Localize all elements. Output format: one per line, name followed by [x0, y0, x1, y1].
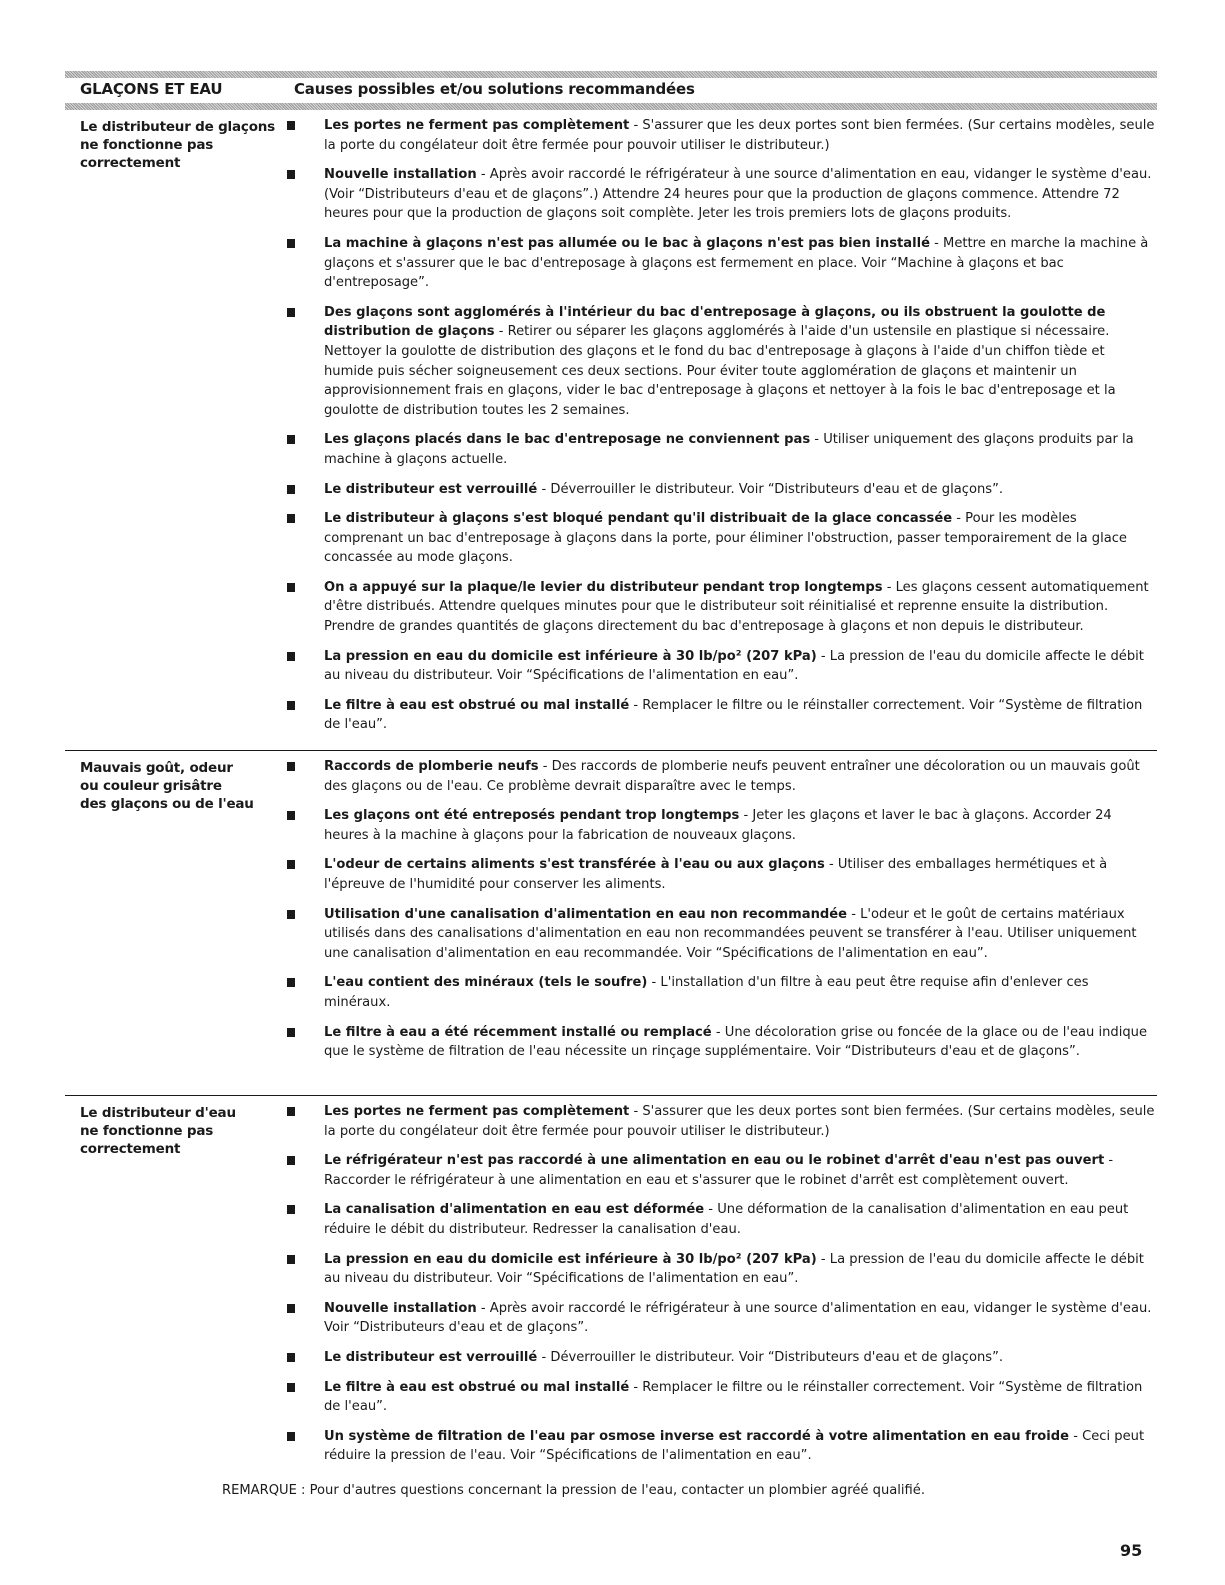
cause-solution: - Après avoir raccordé le réfrigérateur à une source d'alimentation en eau, vidanger le système d'eau. Voir “Distributeurs d'eau et de glaçons”. — [324, 1300, 1152, 1336]
cause-item — [287, 509, 1157, 568]
cause-item — [287, 757, 1157, 796]
square-bullet-icon — [287, 435, 295, 444]
symptom-line: Mauvais goût, odeur — [80, 760, 233, 776]
symptom-line: Le distributeur d'eau — [80, 1105, 236, 1121]
symptom-title — [80, 118, 275, 172]
cause-list — [287, 1102, 1157, 1476]
square-bullet-icon — [287, 1205, 295, 1214]
cause-solution: - Remplacer le filtre ou le réinstaller correctement. Voir “Système de filtration de l'eau”. — [324, 697, 1143, 733]
cause-solution: - La pression de l'eau du domicile affecte le débit au niveau du distributeur. Voir “Spécifications de l'alimentation en eau”. — [324, 1251, 1144, 1287]
cause-title: Le filtre à eau est obstrué ou mal installé — [324, 697, 630, 713]
header-symptom-column: GLAÇONS ET EAU — [80, 80, 223, 98]
cause-item — [287, 905, 1157, 964]
cause-solution: - S'assurer que les deux portes sont bien fermées. (Sur certains modèles, seule la porte du congélateur doit être fermée pour pouvoir utiliser le distributeur.) — [324, 118, 1155, 153]
square-bullet-icon — [287, 1255, 295, 1264]
cause-item — [287, 234, 1157, 293]
cause-title: Raccords de plomberie neufs — [324, 759, 539, 774]
cause-solution: - Une décoloration grise ou foncée de la glace ou de l'eau indique que le système de filtration de l'eau nécessite un rinçage supplémentaire. Voir “Distributeurs d'eau et de glaçons”. — [324, 1024, 1148, 1060]
cause-solution: - L'installation d'un filtre à eau peut être requise afin d'enlever ces minéraux. — [324, 975, 1089, 1010]
cause-solution: - Jeter les glaçons et laver le bac à glaçons. Accorder 24 heures à la machine à glaçons pour la fabrication de nouveaux glaçons. — [324, 808, 1112, 843]
square-bullet-icon — [287, 485, 295, 494]
square-bullet-icon — [287, 583, 295, 592]
cause-title: Utilisation d'une canalisation d'alimentation en eau non recommandée — [324, 906, 848, 922]
header-rule-top — [65, 71, 1157, 78]
square-bullet-icon — [287, 239, 295, 248]
cause-item — [287, 1151, 1157, 1190]
cause-item — [287, 1250, 1157, 1289]
cause-title: Le distributeur est verrouillé — [324, 1349, 538, 1365]
square-bullet-icon — [287, 1383, 295, 1392]
square-bullet-icon — [287, 1353, 295, 1362]
cause-item — [287, 116, 1157, 155]
cause-item — [287, 480, 1157, 500]
square-bullet-icon — [287, 121, 295, 130]
square-bullet-icon — [287, 1107, 295, 1116]
cause-title: Un système de filtration de l'eau par osmose inverse est raccordé à votre alimentation en eau froide — [324, 1428, 1070, 1444]
cause-solution: - Les glaçons cessent automatiquement d'être distribués. Attendre quelques minutes pour que le distributeur soit réinitialisé et reprenne ensuite la distribution. Prendre de grandes quantités de glaçons directement du bac d'entreposage à glaçons et non depuis le distributeur. — [324, 579, 1149, 635]
cause-title: L'odeur de certains aliments s'est transférée à l'eau ou aux glaçons — [324, 857, 825, 873]
cause-solution: - Retirer ou séparer les glaçons agglomérés à l'aide d'un ustensile en plastique si nécessaire. Nettoyer la goulotte de distribution des glaçons et le fond du bac d'entreposage à glaçons à l'aide d'un chiffon tiède et humide puis sécher soigneusement ces deux sections. Pour éviter toute agglomération de glaçons et maintenir un approvisionnement frais en glaçons, vider le bac d'entreposage à glaçons et nettoyer à la fois le bac d'entreposage et la goulotte de distribution toutes les 2 semaines. — [324, 324, 1116, 418]
symptom-title — [80, 759, 275, 813]
cause-item — [287, 1427, 1157, 1466]
symptom-line: ne fonctionne pas — [80, 1123, 214, 1139]
symptom-line: correctement — [80, 1141, 181, 1157]
cause-title: Le réfrigérateur n'est pas raccordé à une alimentation en eau ou le robinet d'arrêt d'eau n'est pas ouvert — [324, 1153, 1105, 1169]
header-rule-bottom — [65, 103, 1157, 110]
cause-solution: - Utiliser des emballages hermétiques et à l'épreuve de l'humidité pour conserver les aliments. — [324, 857, 1108, 892]
cause-title: Les portes ne ferment pas complètement — [324, 1104, 630, 1119]
cause-title: La pression en eau du domicile est inférieure à 30 lb/po² (207 kPa) — [324, 648, 817, 664]
square-bullet-icon — [287, 308, 295, 317]
cause-solution: - Une déformation de la canalisation d'alimentation en eau peut réduire le débit du distributeur. Redresser la canalisation d'eau. — [324, 1202, 1129, 1237]
square-bullet-icon — [287, 1028, 295, 1037]
cause-title: L'eau contient des minéraux (tels le soufre) — [324, 975, 648, 991]
symptom-line: Le distributeur de glaçons — [80, 119, 276, 135]
cause-title: Le filtre à eau est obstrué ou mal installé — [324, 1379, 630, 1395]
cause-item — [287, 1348, 1157, 1368]
cause-solution: - La pression de l'eau du domicile affecte le débit au niveau du distributeur. Voir “Spécifications de l'alimentation en eau”. — [324, 648, 1144, 684]
note-text: REMARQUE : Pour d'autres questions concernant la pression de l'eau, contacter un plombier agréé qualifié. — [222, 1483, 926, 1498]
cause-title: La pression en eau du domicile est inférieure à 30 lb/po² (207 kPa) — [324, 1251, 817, 1267]
symptom-title — [80, 1104, 275, 1158]
cause-title: Des glaçons sont agglomérés à l'intérieur du bac d'entreposage à glaçons, ou ils obstruent la goulotte de distribution de glaçons — [324, 304, 1106, 340]
cause-list — [287, 757, 1157, 1072]
cause-solution: - Déverrouiller le distributeur. Voir “Distributeurs d'eau et de glaçons”. — [537, 1349, 1004, 1365]
cause-list — [287, 116, 1157, 745]
cause-item — [287, 855, 1157, 894]
cause-solution: - L'odeur et le goût de certains matériaux utilisés dans des canalisations d'alimentation en eau non recommandées peuvent se transférer à l'eau. Utiliser uniquement une canalisation d'alimentation en eau recommandée. Voir “Spécifications de l'alimentation en eau”. — [324, 906, 1137, 961]
square-bullet-icon — [287, 811, 295, 820]
square-bullet-icon — [287, 701, 295, 710]
cause-title: Nouvelle installation — [324, 1300, 477, 1316]
cause-item — [287, 1200, 1157, 1239]
cause-item — [287, 1102, 1157, 1141]
cause-item — [287, 578, 1157, 637]
square-bullet-icon — [287, 762, 295, 771]
cause-title: Les glaçons placés dans le bac d'entreposage ne conviennent pas — [324, 432, 811, 448]
cause-item — [287, 973, 1157, 1012]
square-bullet-icon — [287, 860, 295, 869]
symptom-line: des glaçons ou de l'eau — [80, 796, 254, 812]
square-bullet-icon — [287, 1304, 295, 1313]
square-bullet-icon — [287, 514, 295, 523]
cause-solution: - Ceci peut réduire la pression de l'eau. Voir “Spécifications de l'alimentation en eau”. — [324, 1428, 1145, 1464]
cause-item — [287, 1299, 1157, 1338]
symptom-line: ne fonctionne pas — [80, 137, 214, 153]
square-bullet-icon — [287, 170, 295, 179]
cause-item — [287, 1378, 1157, 1417]
cause-solution: - Utiliser uniquement des glaçons produits par la machine à glaçons actuelle. — [324, 432, 1134, 467]
symptom-line: ou couleur grisâtre — [80, 778, 222, 794]
cause-title: Les portes ne ferment pas complètement — [324, 118, 630, 133]
cause-solution: - Mettre en marche la machine à glaçons et s'assurer que le bac d'entreposage à glaçons est fermement en place. Voir “Machine à glaçons et bac d'entreposage”. — [324, 235, 1149, 291]
cause-item — [287, 696, 1157, 735]
cause-title: Le distributeur est verrouillé — [324, 481, 538, 497]
square-bullet-icon — [287, 1432, 295, 1441]
cause-solution: - S'assurer que les deux portes sont bien fermées. (Sur certains modèles, seule la porte du congélateur doit être fermée pour pouvoir utiliser le distributeur.) — [324, 1104, 1155, 1139]
square-bullet-icon — [287, 978, 295, 987]
cause-title: On a appuyé sur la plaque/le levier du distributeur pendant trop longtemps — [324, 579, 883, 595]
cause-solution: - Pour les modèles comprenant un bac d'entreposage à glaçons dans la porte, pour éliminer l'obstruction, passer temporairement de la glace concassée au mode glaçons. — [324, 511, 1127, 566]
section-divider — [65, 750, 1157, 751]
cause-item — [287, 647, 1157, 686]
cause-item — [287, 1023, 1157, 1062]
cause-item — [287, 165, 1157, 224]
cause-item — [287, 303, 1157, 421]
cause-solution: - Des raccords de plomberie neufs peuvent entraîner une décoloration ou un mauvais goût des glaçons ou de l'eau. Ce problème devrait disparaître avec le temps. — [324, 759, 1140, 794]
table-header — [65, 79, 1157, 103]
cause-title: Le distributeur à glaçons s'est bloqué pendant qu'il distribuait de la glace concassée — [324, 511, 953, 527]
square-bullet-icon — [287, 1156, 295, 1165]
header-causes-column: Causes possibles et/ou solutions recommandées — [294, 80, 695, 98]
cause-solution: - Déverrouiller le distributeur. Voir “Distributeurs d'eau et de glaçons”. — [537, 481, 1004, 497]
cause-item — [287, 430, 1157, 469]
section-divider — [65, 1095, 1157, 1096]
cause-solution: - Remplacer le filtre ou le réinstaller correctement. Voir “Système de filtration de l'eau”. — [324, 1379, 1143, 1415]
square-bullet-icon — [287, 910, 295, 919]
cause-item — [287, 806, 1157, 845]
symptom-line: correctement — [80, 155, 181, 171]
cause-title: Les glaçons ont été entreposés pendant trop longtemps — [324, 808, 740, 824]
cause-title: La canalisation d'alimentation en eau est déformée — [324, 1202, 705, 1218]
page-number: 95 — [1120, 1541, 1143, 1560]
cause-solution: - Après avoir raccordé le réfrigérateur à une source d'alimentation en eau, vidanger le système d'eau. (Voir “Distributeurs d'eau et de glaçons”.) Attendre 24 heures pour que la production de glaçons commence. Attendre 72 heures pour que la production de glaçons soit complète. Jeter les trois premiers lots de glaçons produits. — [324, 167, 1152, 222]
cause-title: Le filtre à eau a été récemment installé ou remplacé — [324, 1024, 712, 1040]
cause-solution: - Raccorder le réfrigérateur à une alimentation en eau et s'assurer que le robinet d'arrêt est complètement ouvert. — [324, 1153, 1114, 1188]
cause-title: La machine à glaçons n'est pas allumée ou le bac à glaçons n'est pas bien installé — [324, 235, 930, 251]
cause-title: Nouvelle installation — [324, 167, 477, 183]
square-bullet-icon — [287, 652, 295, 661]
